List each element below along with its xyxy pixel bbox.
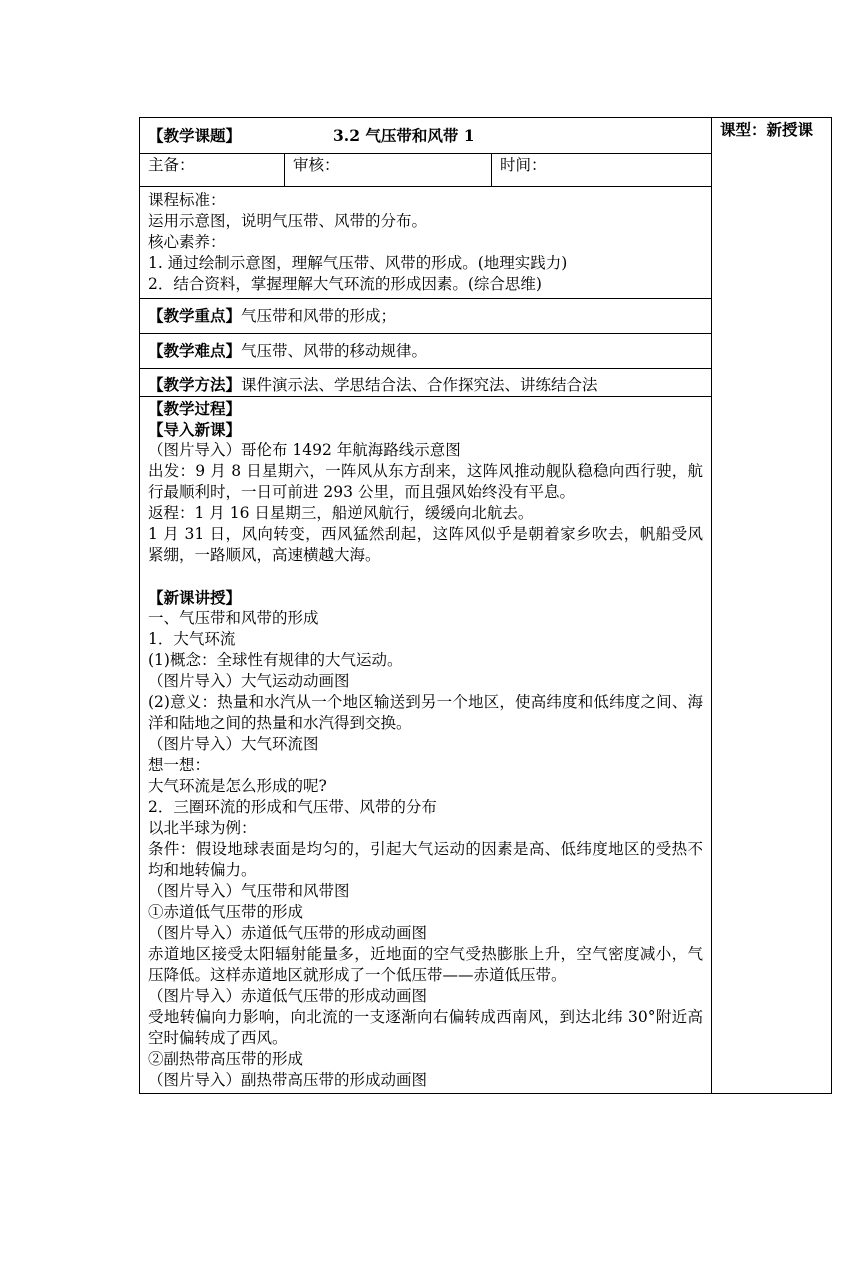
intro-line: 返程：1 月 16 日星期三，船逆风航行，缓缓向北航去。 xyxy=(148,504,534,522)
body-line: 2．三圈环流的形成和气压带、风带的分布 xyxy=(148,798,437,816)
preparer-label: 主备： xyxy=(148,156,195,174)
topic-row xyxy=(140,118,832,154)
standards-line: 核心素养： xyxy=(148,233,226,251)
body-line: 条件：假设地球表面是均匀的，引起大气运动的因素是高、低纬度地区的受热不均和地转偏力。 xyxy=(148,840,704,879)
standards-line: 课程标准： xyxy=(148,191,226,209)
standards-line: 2．结合资料，掌握理解大气环流的形成因素。(综合思维) xyxy=(148,275,542,293)
difficulties-text: 气压带、风带的移动规律。 xyxy=(241,342,428,360)
body-line: ②副热带高压带的形成 xyxy=(148,1050,304,1068)
time-cell xyxy=(492,154,712,187)
body-line: 受地转偏向力影响，向北流的一支逐渐向右偏转成西南风，到达北纬 30°附近高空时偏转成了西风。 xyxy=(148,1008,704,1047)
body-line: （图片导入）气压带和风带图 xyxy=(148,882,350,900)
body-line: ①赤道低气压带的形成 xyxy=(148,903,304,921)
standards-line: 1. 通过绘制示意图，理解气压带、风带的形成。(地理实践力) xyxy=(148,254,568,272)
body-line: （图片导入）赤道低气压带的形成动画图 xyxy=(148,987,428,1005)
methods-cell xyxy=(140,369,712,397)
intro-line: 出发：9 月 8 日星期六，一阵风从东方刮来，这阵风推动舰队稳稳向西行驶，航行最顺利时，一日可前进 293 公里，而且强风始终没有平息。 xyxy=(148,462,704,501)
standards-line: 运用示意图，说明气压带、风带的分布。 xyxy=(148,212,428,230)
intro-line: （图片导入）哥伦布 1492 年航海路线示意图 xyxy=(148,441,461,459)
body-line: 大气环流是怎么形成的呢? xyxy=(148,777,327,795)
process-cell xyxy=(140,397,712,1094)
topic-cell xyxy=(140,118,712,154)
body-line: 赤道地区接受太阳辐射能量多，近地面的空气受热膨胀上升，空气密度减小，气压降低。这样赤道地区就形成了一个低压带——赤道低压带。 xyxy=(148,945,704,984)
body-line: （图片导入）副热带高压带的形成动画图 xyxy=(148,1071,428,1089)
spacer xyxy=(148,566,703,587)
topic-label: 【教学课题】 xyxy=(148,126,242,145)
intro-heading: 【导入新课】 xyxy=(148,420,242,439)
methods-label: 【教学方法】 xyxy=(148,375,242,394)
body-line: （图片导入）赤道低气压带的形成动画图 xyxy=(148,924,428,942)
body-line: 1．大气环流 xyxy=(148,630,236,648)
body-line: 想一想： xyxy=(148,756,211,774)
body-line: （图片导入）大气环流图 xyxy=(148,735,319,753)
process-heading: 【教学过程】 xyxy=(148,399,242,418)
body-line: (1)概念：全球性有规律的大气运动。 xyxy=(148,651,403,669)
lesson-type-label: 课型：新授课 xyxy=(720,120,814,139)
body-line: （图片导入）大气运动动画图 xyxy=(148,672,350,690)
body-line: (2)意义：热量和水汽从一个地区输送到另一个地区，使高纬度和低纬度之间、海洋和陆地之间的热量和水汽得到交换。 xyxy=(148,693,704,732)
key-points-label: 【教学重点】 xyxy=(148,306,242,325)
time-label: 时间： xyxy=(500,156,547,174)
lesson-type-cell xyxy=(712,118,832,1094)
standards-cell xyxy=(140,187,712,299)
new-lesson-heading: 【新课讲授】 xyxy=(148,588,242,607)
body-line: 以北半球为例： xyxy=(148,819,257,837)
reviewer-label: 审核： xyxy=(293,156,340,174)
difficulties-cell xyxy=(140,334,712,369)
preparer-cell xyxy=(140,154,285,187)
topic-title: 3.2 气压带和风带 1 xyxy=(333,126,475,145)
key-points-text: 气压带和风带的形成； xyxy=(241,307,397,325)
key-points-cell xyxy=(140,299,712,334)
reviewer-cell xyxy=(285,154,492,187)
lesson-plan-table xyxy=(139,117,832,1094)
intro-line: 1 月 31 日，风向转变，西风猛然刮起，这阵风似乎是朝着家乡吹去，帆船受风紧绷，一路顺风，高速横越大海。 xyxy=(148,525,704,564)
body-line: 一、气压带和风带的形成 xyxy=(148,609,319,627)
difficulties-label: 【教学难点】 xyxy=(148,341,242,360)
methods-text: 课件演示法、学思结合法、合作探究法、讲练结合法 xyxy=(241,376,598,394)
